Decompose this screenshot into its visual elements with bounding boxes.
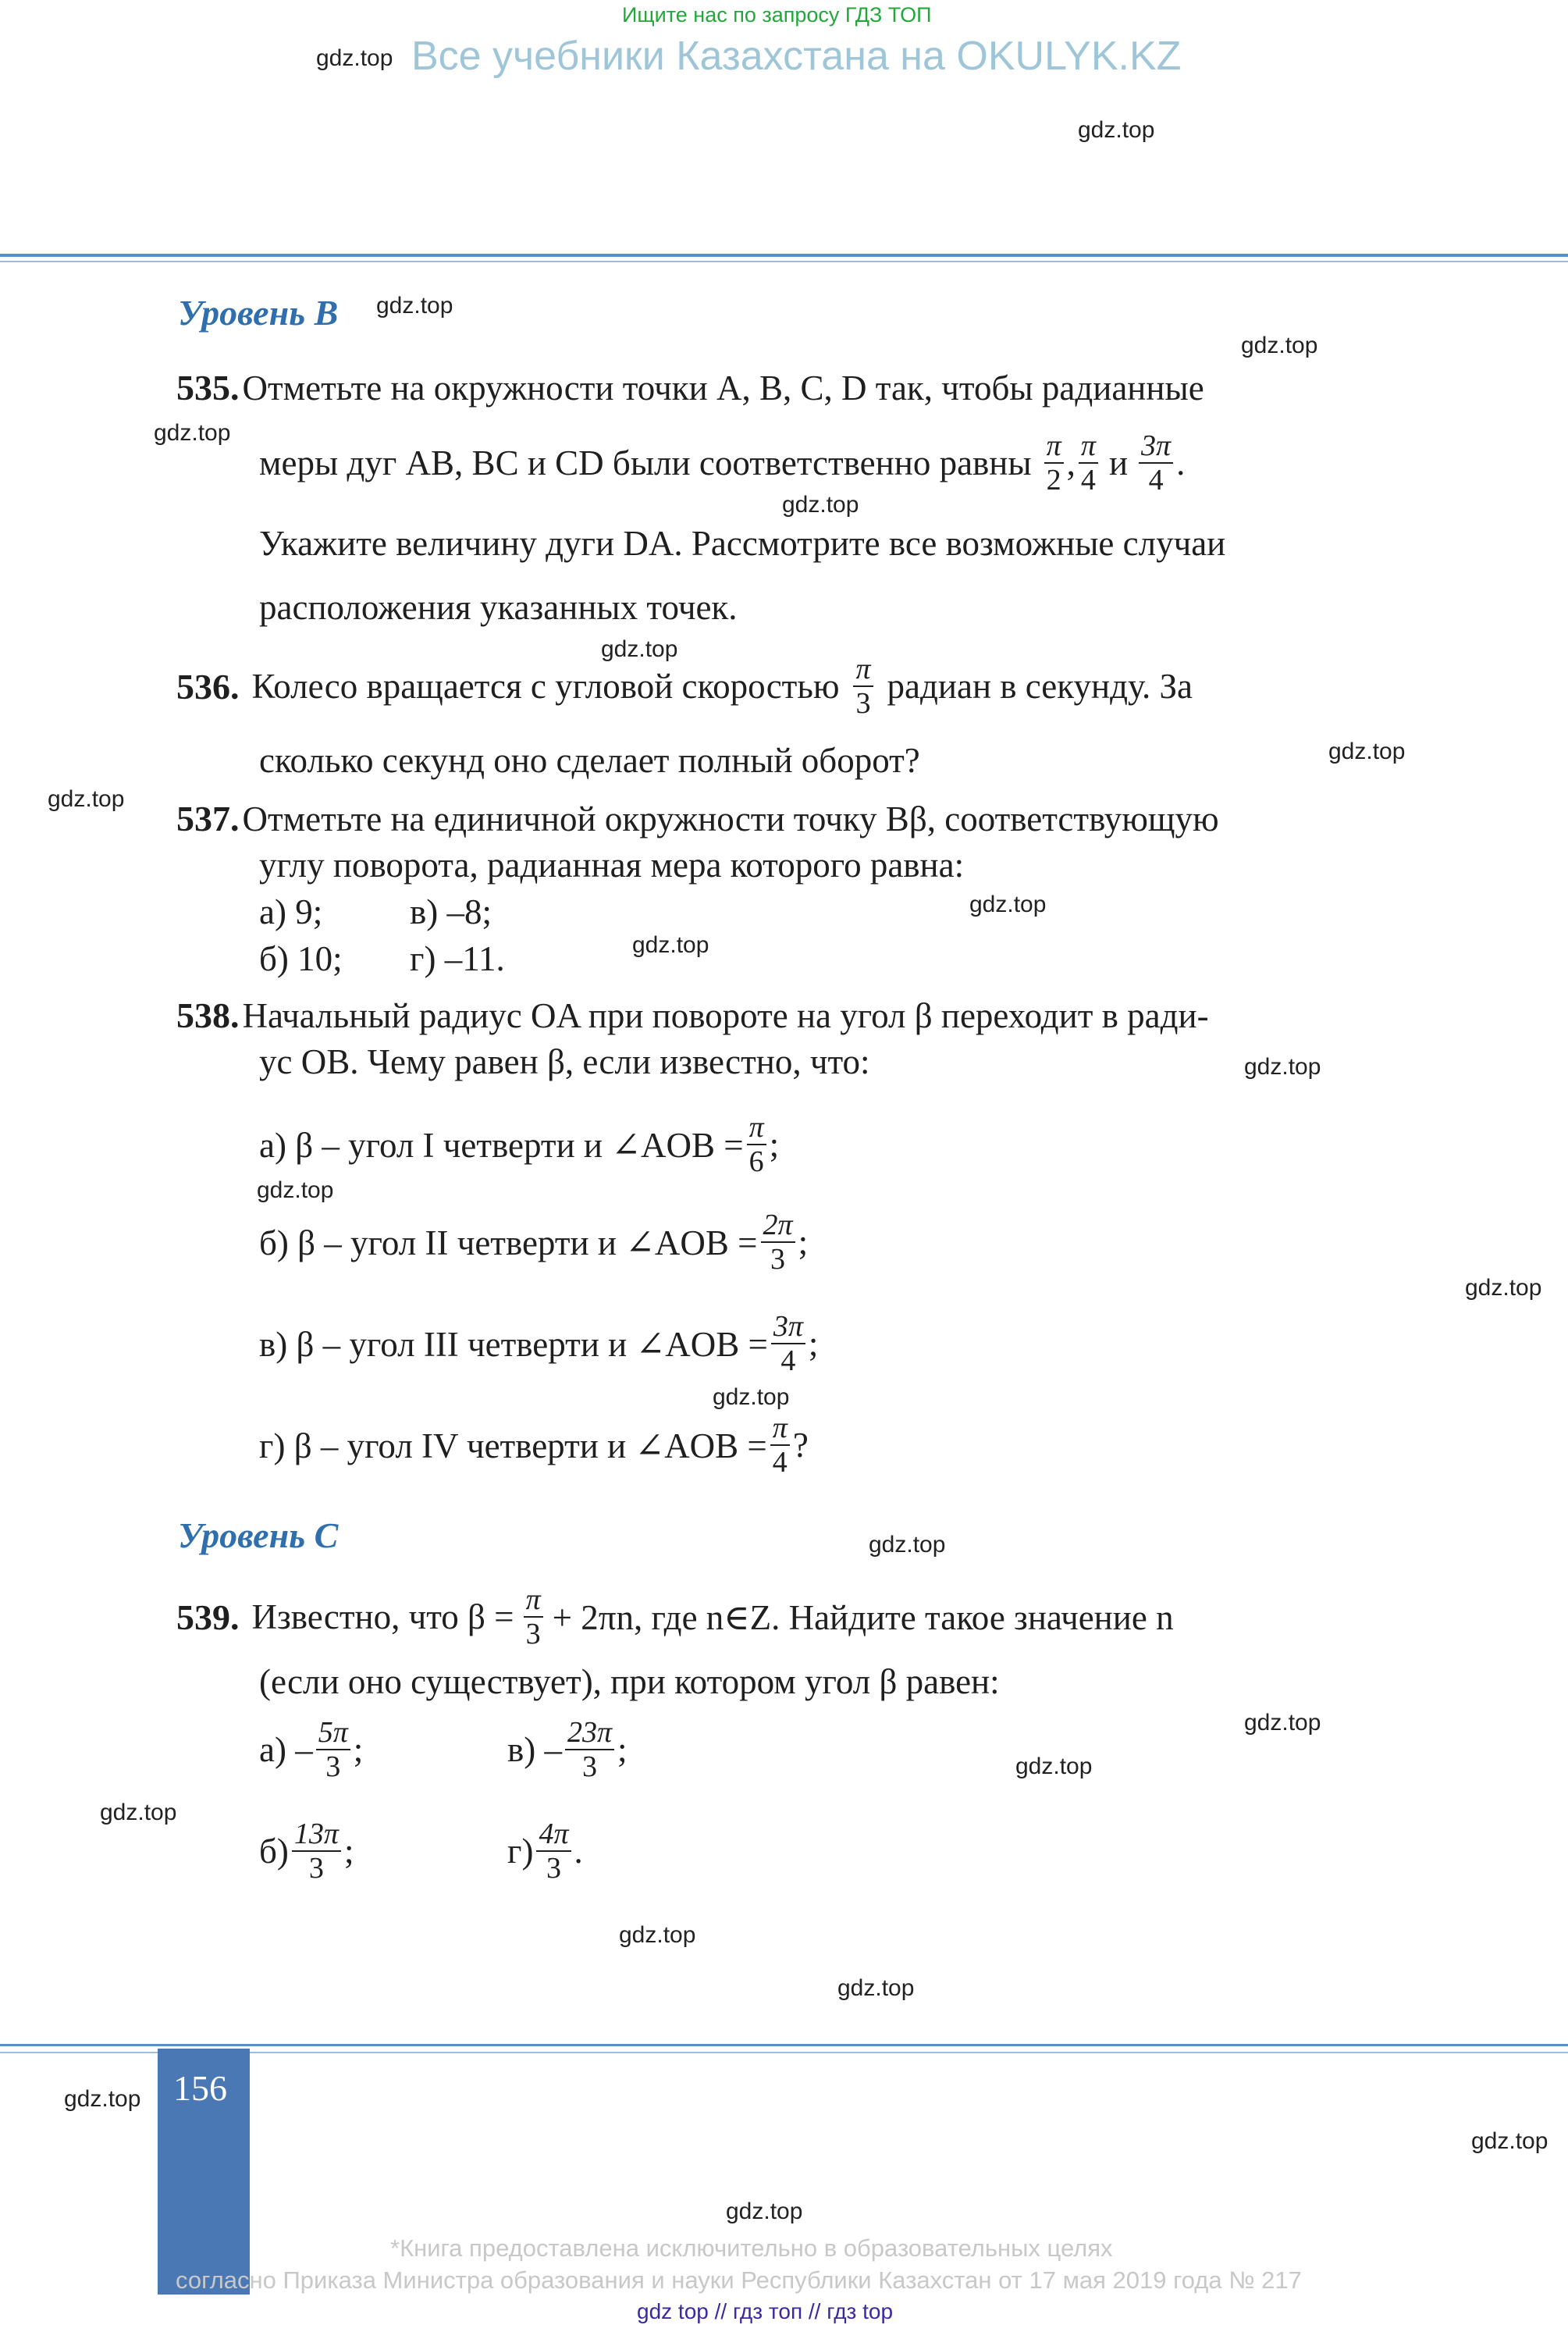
problem-number: 536.	[176, 666, 240, 707]
problem-text: Колесо вращается с угловой скоростью	[251, 667, 840, 706]
fraction: $\frac{2\pi}{3}$	[761, 1210, 795, 1274]
watermark: gdz.top	[154, 420, 231, 446]
problem-536	[176, 654, 1193, 718]
watermark: gdz.top	[632, 932, 709, 958]
problem-text: Известно, что β =	[251, 1597, 514, 1636]
option-b: б) 10;	[259, 939, 343, 978]
watermark: gdz.top	[601, 636, 678, 662]
option-a: а) – $\frac{5\pi}{3}$ ;	[259, 1716, 364, 1783]
watermark: gdz.top	[64, 2086, 141, 2112]
top-rule	[0, 254, 1568, 257]
problem-text: и	[1108, 443, 1129, 482]
fraction: $\frac{\pi}{4}$	[770, 1413, 790, 1477]
option-v: в) –8;	[410, 892, 492, 931]
problem-text: Отметьте на окружности точки A, B, C, D так, чтобы радианные	[242, 368, 1204, 408]
watermark: gdz.top	[48, 786, 125, 812]
footer-note: *Книга предоставлена исключительно в образовательных целях	[390, 2234, 1113, 2262]
problem-535-line2: меры дуг AB, BC и CD были соответственно равны $\frac{\pi}{2}$ , $\frac{\pi}{4}$ и $\frac{3\pi}{4}$ .	[259, 429, 1186, 497]
problem-text: Начальный радиус OA при повороте на угол β переходит в ради-	[242, 996, 1209, 1035]
footer-links[interactable]: gdz top // гдз топ // гдз top	[637, 2299, 894, 2323]
problem-538	[176, 995, 1209, 1036]
fraction: $\frac{\pi}{6}$	[747, 1113, 766, 1177]
watermark: gdz.top	[837, 1975, 915, 2001]
problem-537	[176, 798, 1219, 839]
problem-text: расположения указанных точек.	[259, 588, 738, 627]
bottom-rule	[0, 2044, 1568, 2046]
option-b: б) β – угол II четверти и ∠AOB = $\frac{2\pi}{3}$ ;	[259, 1209, 809, 1276]
problem-text: меры дуг AB, BC и CD были соответственно равны	[259, 443, 1032, 482]
search-note: Ищите нас по запросу ГДЗ ТОП	[622, 3, 932, 27]
watermark: gdz.top	[619, 1922, 696, 1948]
option-g: г) –11.	[410, 939, 505, 978]
watermark: gdz.top	[316, 45, 393, 71]
fraction: $\frac{\pi}{3}$	[853, 654, 873, 718]
ad-link[interactable]: Все учебники Казахстана на OKULYK.KZ	[411, 34, 1182, 79]
footer-legal: согласно Приказа Министра образования и науки Республики Казахстан от 17 мая 2019 года № 217	[176, 2266, 1302, 2294]
option-a: а) β – угол I четверти и ∠AOB = $\frac{\pi}{6}$ ;	[259, 1111, 780, 1178]
watermark: gdz.top	[1244, 1054, 1321, 1080]
fraction: $\frac{\pi}{3}$	[524, 1585, 543, 1649]
fraction: $\frac{3\pi}{4}$	[771, 1312, 805, 1376]
problem-number: 538.	[176, 995, 240, 1035]
watermark: gdz.top	[1328, 739, 1406, 764]
watermark: gdz.top	[1471, 2128, 1548, 2154]
fraction: $\frac{3\pi}{4}$	[1139, 431, 1173, 495]
problem-539	[176, 1585, 1174, 1649]
top-rule-thin	[0, 261, 1568, 262]
option-g: г) β – угол IV четверти и ∠AOB = $\frac{\pi}{4}$ ?	[259, 1412, 809, 1479]
option-b: б) $\frac{13\pi}{3}$ ;	[259, 1818, 354, 1885]
watermark: gdz.top	[1465, 1275, 1542, 1301]
watermark: gdz.top	[869, 1532, 946, 1558]
watermark: gdz.top	[1078, 117, 1155, 143]
watermark: gdz.top	[726, 2198, 803, 2224]
watermark: gdz.top	[1015, 1753, 1093, 1779]
fraction: $\frac{\pi}{4}$	[1079, 431, 1098, 495]
fraction: $\frac{4\pi}{3}$	[536, 1819, 571, 1883]
problem-535	[176, 367, 1204, 408]
watermark: gdz.top	[713, 1384, 790, 1410]
problem-text: углу поворота, радианная мера которого равна:	[259, 846, 965, 885]
option-g: г) $\frac{4\pi}{3}$ .	[507, 1818, 583, 1885]
problem-number: 537.	[176, 799, 240, 838]
watermark: gdz.top	[1241, 333, 1318, 358]
fraction: $\frac{13\pi}{3}$	[292, 1819, 341, 1883]
problem-text: ус OB. Чему равен β, если известно, что:	[259, 1042, 870, 1081]
fraction: $\frac{5\pi}{3}$	[316, 1718, 350, 1782]
option-v: в) – $\frac{23\pi}{3}$ ;	[507, 1716, 628, 1783]
problem-text: радиан в секунду. За	[887, 667, 1193, 706]
fraction: $\frac{23\pi}{3}$	[565, 1718, 614, 1782]
problem-text: сколько секунд оно сделает полный оборот?	[259, 741, 920, 780]
page-number: 156	[173, 2068, 227, 2108]
watermark: gdz.top	[1244, 1710, 1321, 1736]
watermark: gdz.top	[100, 1800, 177, 1825]
problem-number: 535.	[176, 368, 240, 408]
problem-text: Укажите величину дуги DA. Рассмотрите все возможные случаи	[259, 524, 1226, 563]
watermark: gdz.top	[257, 1177, 334, 1203]
problem-number: 539.	[176, 1597, 240, 1637]
problem-text: (если оно существует), при котором угол β равен:	[259, 1662, 1000, 1701]
problem-text: Отметьте на единичной окружности точку Bβ, соответствующую	[242, 799, 1219, 838]
watermark: gdz.top	[782, 492, 859, 518]
watermark: gdz.top	[376, 293, 453, 319]
option-v: в) β – угол III четверти и ∠AOB = $\frac{3\pi}{4}$ ;	[259, 1310, 819, 1377]
level-heading-b: Уровень В	[178, 293, 339, 333]
problem-text: + 2πn, где n∈Z. Найдите такое значение n	[552, 1597, 1174, 1637]
watermark: gdz.top	[969, 892, 1047, 917]
level-heading-c: Уровень С	[178, 1515, 339, 1555]
fraction: $\frac{\pi}{2}$	[1044, 431, 1064, 495]
option-a: а) 9;	[259, 892, 323, 931]
